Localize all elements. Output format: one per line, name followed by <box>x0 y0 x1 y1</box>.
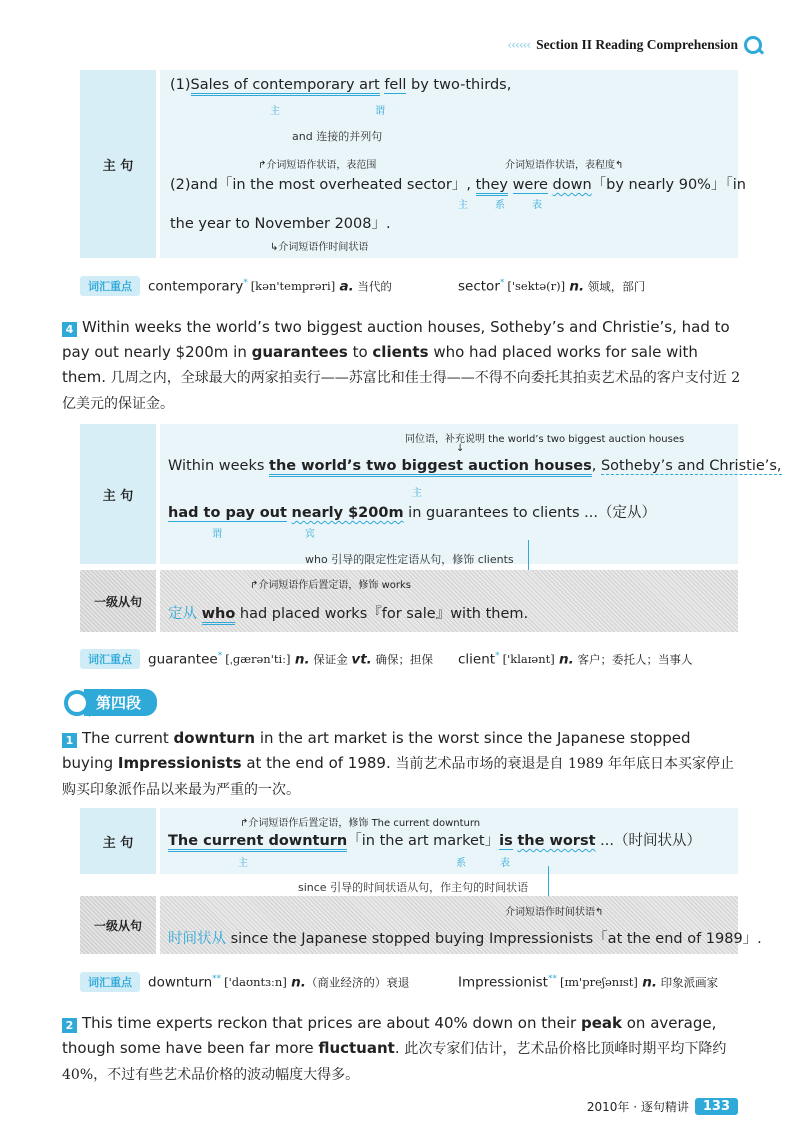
text: , <box>591 458 601 474</box>
object-span: nearly $200m <box>291 505 404 521</box>
vocab-row-2 <box>80 649 692 669</box>
vocab-meaning: 客户；委托人；当事人 <box>573 652 693 667</box>
line-rest: by two-thirds, <box>406 77 512 93</box>
sentence-line-2 <box>170 173 746 194</box>
box-label: 主 句 <box>80 808 156 874</box>
space <box>197 606 202 622</box>
vocab-pos: n. <box>294 651 310 668</box>
vocab-word: downturn <box>148 974 213 991</box>
page-number: 133 <box>695 1098 738 1115</box>
role-subject: 主 <box>238 858 248 869</box>
keyword: Impressionists <box>117 754 242 772</box>
subject-they: they <box>476 177 508 196</box>
vocab-word: client <box>458 651 496 668</box>
text: since the Japanese stopped buying Impressionists「at the end of 1989」. <box>226 931 762 947</box>
vocab-tag: 词汇重点 <box>80 276 140 296</box>
vocab-pos: n. <box>291 974 306 991</box>
vocab-pos: n. <box>559 651 574 668</box>
page-header <box>507 36 762 54</box>
role-object: 宾 <box>305 529 315 540</box>
vocab-meaning: 确保；担保 <box>371 652 433 667</box>
role-subject: 主 <box>270 106 280 117</box>
vocab-pos: vt. <box>351 651 372 668</box>
paragraph-number: 1 <box>62 733 77 748</box>
connector-and: and 连接的并列句 <box>292 130 383 143</box>
paragraph-number: 2 <box>62 1018 77 1033</box>
section-heading-text: 第四段 <box>84 689 157 716</box>
annotation: ↱介词短语作后置定语，修饰 The current downturn <box>240 818 481 829</box>
subject-span: the world’s two biggest auction houses <box>269 458 592 477</box>
book-title: 2010年 · 逐句精讲 <box>586 1100 689 1114</box>
keyword: clients <box>372 343 429 361</box>
annotation-text: 介词短语作后置定语，修饰 The current downturn <box>248 818 481 829</box>
analysis-box-sub-2 <box>80 896 762 954</box>
text: Within weeks the world’s two biggest auction houses, Sotheby’s and Christie’s, had to pay out nearly $200m in <box>62 318 730 361</box>
vocab-pos: a. <box>339 278 354 295</box>
vocab-ipa: [kən'temprəri] <box>250 279 336 294</box>
role-predicate: 谓 <box>212 529 222 540</box>
vocab-row-1 <box>80 276 645 296</box>
line2-rest: 「by nearly 90%」「in <box>591 177 746 193</box>
paragraph-4 <box>62 315 742 417</box>
sentence-line-2 <box>168 501 656 522</box>
paragraph-1 <box>62 726 742 803</box>
vocab-ipa: [ˌɡærən'tiː] <box>225 652 291 667</box>
text: This time experts reckon that prices are about 40% down on their <box>82 1014 581 1032</box>
text: in the art market is the worst since the Japanese stopped buying <box>62 729 691 772</box>
vocab-row-3 <box>80 972 718 992</box>
role-s: 主 <box>458 200 468 211</box>
vocab-word: guarantee <box>148 651 218 668</box>
page-footer <box>587 1098 738 1115</box>
box-label: 一级从句 <box>80 570 156 632</box>
line2-prefix: (2)and「in the most overheated sector」, <box>170 177 476 193</box>
vocab-meaning: 保证金 <box>309 652 352 667</box>
relative-pronoun: who <box>202 606 236 625</box>
box-content <box>160 424 782 564</box>
vocab-tag: 词汇重点 <box>80 972 140 992</box>
vocab-meaning: （商业经济的）衰退 <box>305 975 410 990</box>
appositive-annotation: 同位语，补充说明 the world’s two biggest auction houses <box>405 434 685 445</box>
sentence-line-1 <box>170 77 511 93</box>
vocab-entry-sector <box>458 278 645 295</box>
appositive-span: Sotheby’s and Christie’s, <box>600 458 782 474</box>
clause-tag: 时间状从 <box>168 931 226 947</box>
connector-line <box>548 866 549 896</box>
line-prefix: (1) <box>170 77 191 93</box>
keyword: downturn <box>173 729 256 747</box>
vocab-pos: n. <box>642 974 657 991</box>
sentence-line-3: the year to November 2008」. <box>170 216 391 232</box>
chevron-arrows-icon: ‹‹‹‹‹‹ <box>507 38 531 52</box>
text: Within weeks <box>168 458 270 474</box>
annotation-text: 介词短语作时间状语 <box>505 907 595 918</box>
paragraph-number: 4 <box>62 322 77 337</box>
annotation-right: 介词短语作状语，表程度↰ <box>505 160 624 171</box>
star-icon: ** <box>547 973 557 984</box>
sentence-line <box>168 602 528 623</box>
text: who had placed works for sale with them. <box>62 343 698 386</box>
vocab-entry-impressionist <box>458 974 718 991</box>
vocab-meaning: 印象派画家 <box>656 975 719 990</box>
vocab-ipa: [ɪm'preʃənɪst] <box>559 975 638 990</box>
section-heading <box>64 689 157 716</box>
subject-span: The current downturn <box>168 833 347 852</box>
text: The current <box>82 729 174 747</box>
vocab-word: Impressionist <box>458 974 548 991</box>
keyword: guarantees <box>251 343 348 361</box>
box-content <box>160 896 762 954</box>
sentence-line-1 <box>168 458 782 474</box>
connector-who: who 引导的限定性定语从句，修饰 clients <box>305 553 514 566</box>
link-were: were <box>512 177 548 193</box>
annotation-bottom: ↳介词短语作时间状语 <box>270 242 369 253</box>
vocab-meaning: 领域，部门 <box>584 279 646 294</box>
annotation-text: 介词短语作后置定语，修饰 works <box>258 580 411 591</box>
search-q-icon <box>744 36 762 54</box>
analysis-box-main-2 <box>80 424 782 564</box>
vocab-ipa: ['klaɪənt] <box>502 652 555 667</box>
paragraph-2 <box>62 1011 742 1088</box>
vocab-entry-client <box>458 651 692 668</box>
analysis-box-main-3 <box>80 808 738 874</box>
box-label: 主 句 <box>80 424 156 564</box>
chinese-translation: 当前艺术品市场的衰退是自 1989 年年底日本买家停止购买印象派作品以来最为严重的一次。 <box>62 756 735 798</box>
annotation-left-text: 介词短语作状语，表范围 <box>266 160 377 171</box>
chinese-translation: 此次专家们估计，艺术品价格比顶峰时期平均下降约 40%，不过有些艺术品价格的波动幅度大得多。 <box>62 1041 727 1083</box>
box-content <box>160 70 746 258</box>
text: had placed works『for sale』with them. <box>235 606 529 622</box>
sentence-line <box>168 829 701 850</box>
arrow-down-icon: ↓ <box>456 443 465 454</box>
vocab-ipa: ['daʊntɜːn] <box>224 975 287 990</box>
role-p: 表 <box>532 200 542 211</box>
box-label: 主 句 <box>80 70 156 258</box>
subject-span: Sales of contemporary art <box>191 77 380 96</box>
text: . <box>394 1039 405 1057</box>
star-icon: * <box>217 650 223 661</box>
box-content <box>160 570 738 632</box>
role-link: 系 <box>456 858 466 869</box>
sentence-line <box>168 927 762 948</box>
annotation: 介词短语作时间状语↰ <box>505 907 604 918</box>
keyword: peak <box>580 1014 622 1032</box>
vocab-pos: n. <box>569 278 585 295</box>
vocab-word: contemporary <box>148 278 244 295</box>
annotation-bottom-text: 介词短语作时间状语 <box>278 242 369 253</box>
box-content <box>160 808 738 874</box>
annotation-left: ↱介词短语作状语，表范围 <box>258 160 377 171</box>
space <box>508 177 513 193</box>
analysis-box-sub-1 <box>80 570 738 632</box>
connector-line <box>528 540 529 570</box>
connector-since: since 引导的时间状语从句，作主句的时间状语 <box>298 881 529 894</box>
predicative-span: the worst <box>517 833 596 849</box>
magnifier-icon <box>64 690 90 716</box>
keyword: fluctuant <box>318 1039 395 1057</box>
section-title: Section II Reading Comprehension <box>536 37 738 52</box>
vocab-meaning: 当代的 <box>353 279 392 294</box>
text: to <box>347 343 373 361</box>
star-icon: * <box>499 277 505 288</box>
vocab-ipa: ['sektə(r)] <box>507 279 566 294</box>
text: at the end of 1989. <box>241 754 396 772</box>
role-l: 系 <box>495 200 505 211</box>
star-icon: ** <box>212 973 222 984</box>
vocab-word: sector <box>458 278 500 295</box>
role-subject: 主 <box>412 488 422 499</box>
text: in guarantees to clients ...（定从） <box>403 505 656 521</box>
text: ...（时间状从） <box>595 833 701 849</box>
annotation: ↱介词短语作后置定语，修饰 works <box>250 580 411 591</box>
chinese-translation: 几周之内，全球最大的两家拍卖行——苏富比和佳士得——不得不向委托其拍卖艺术品的客户支付近 2 亿美元的保证金。 <box>62 370 741 412</box>
analysis-box-main-1 <box>80 70 746 258</box>
text: on average, though some have been far more <box>62 1014 717 1057</box>
star-icon: * <box>495 650 500 661</box>
vocab-tag: 词汇重点 <box>80 649 140 669</box>
predicate-span: fell <box>384 77 407 93</box>
annotation-right-text: 介词短语作状语，表程度 <box>505 160 615 171</box>
vocab-entry-guarantee <box>148 651 458 668</box>
role-predicative: 表 <box>500 858 510 869</box>
star-icon: * <box>243 277 248 288</box>
box-label: 一级从句 <box>80 896 156 954</box>
vocab-entry-contemporary <box>148 278 458 295</box>
text: 「in the art market」 <box>347 833 500 849</box>
vocab-entry-downturn <box>148 974 458 991</box>
link-verb: is <box>499 833 513 849</box>
predicative-down: down <box>552 177 592 193</box>
role-predicate: 谓 <box>375 106 385 117</box>
clause-tag: 定从 <box>168 606 197 622</box>
predicate-span: had to pay out <box>168 505 287 521</box>
